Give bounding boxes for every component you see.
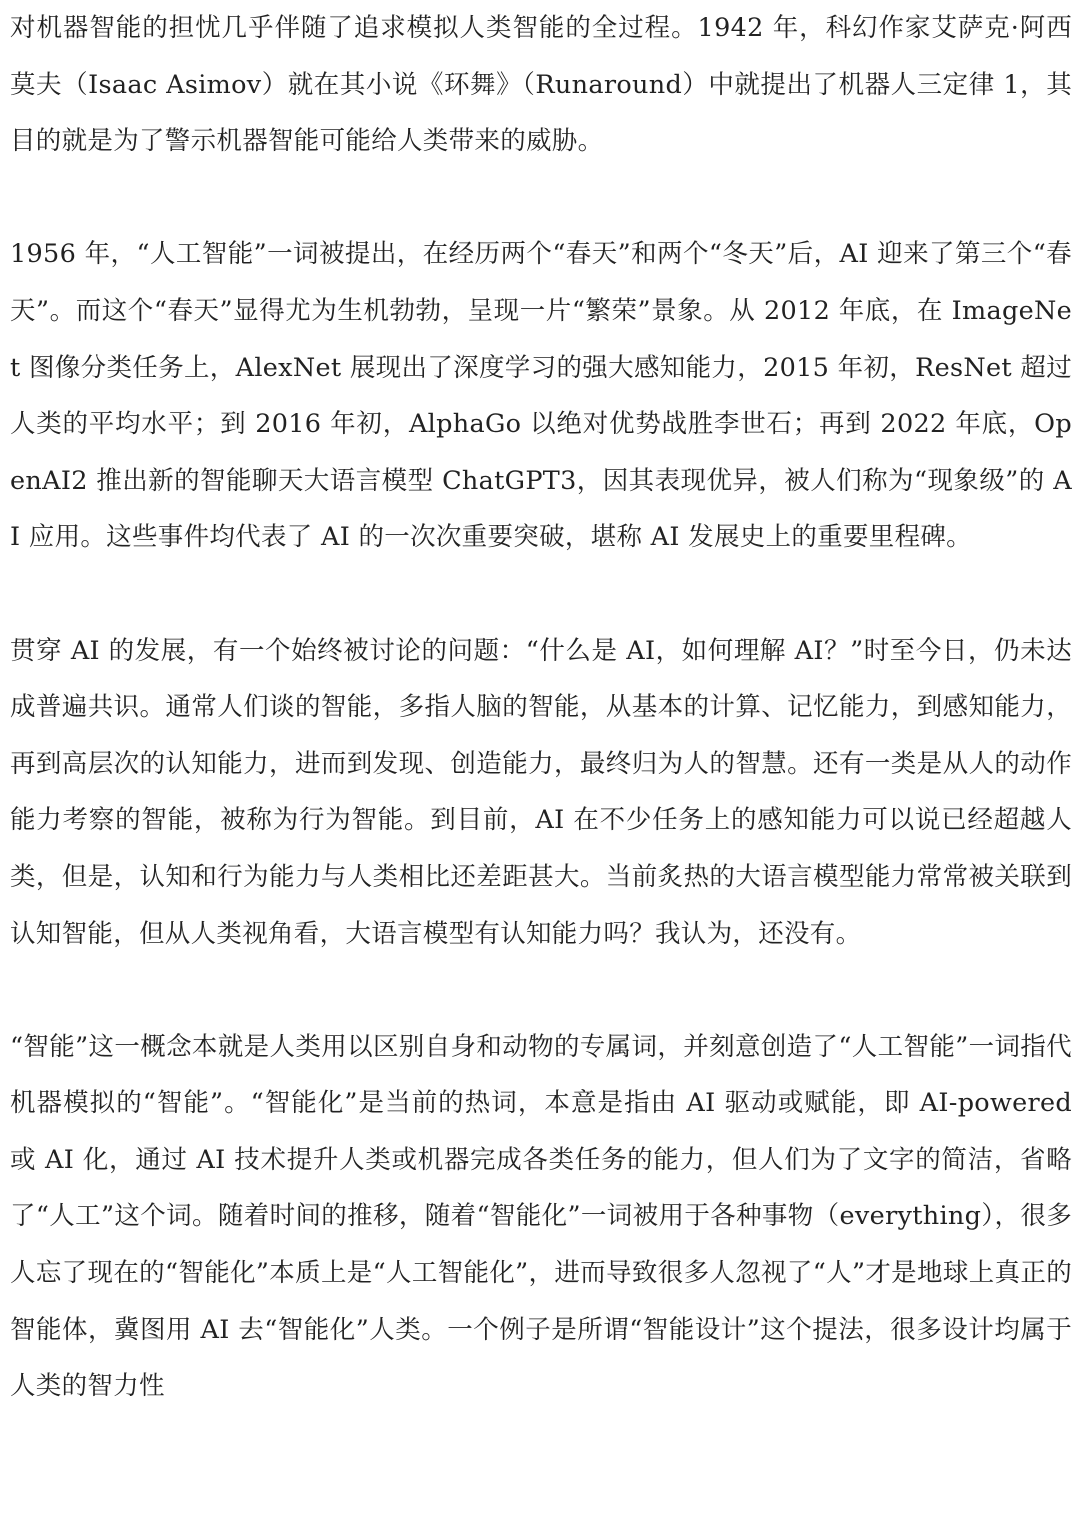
paragraph-what-is-ai: 贯穿 AI 的发展，有一个始终被讨论的问题：“什么是 AI，如何理解 AI？”时至今日，仍未达成普遍共识。通常人们谈的智能，多指人脑的智能，从基本的计算、记忆能力，到感知能力，再到高层次的认知能力，进而到发现、创造能力，最终归为人的智慧。还有一类是从人的动作能力考察的智能，被称为行为智能。到目前，AI 在不少任务上的感知能力可以说已经超越人类，但是，认知和行为能力与人类相比还差距甚大。当前炙热的大语言模型能力常常被关联到认知智能，但从人类视角看，大语言模型有认知能力吗？我认为，还没有。 <box>10 635 1072 949</box>
paragraph-intelligence-concept: “智能”这一概念本就是人类用以区别自身和动物的专属词，并刻意创造了“人工智能”一词指代机器模拟的“智能”。“智能化”是当前的热词，本意是指由 AI 驱动或赋能，即 AI-powered 或 AI 化，通过 AI 技术提升人类或机器完成各类任务的能力，但人们为了文字的简洁，省略了“人工”这个词。随着时间的推移，随着“智能化”一词被用于各种事物（everything），很多人忘了现在的“智能化”本质上是“人工智能化”，进而导致很多人忽视了“人”才是地球上真正的智能体，冀图用 AI 去“智能化”人类。一个例子是所谓“智能设计”这个提法，很多设计均属于人类的智力性 <box>10 1031 1072 1402</box>
paragraph-spacer <box>10 170 1072 227</box>
paragraph-ai-history: 1956 年，“人工智能”一词被提出，在经历两个“春天”和两个“冬天”后，AI 迎来了第三个“春天”。而这个“春天”显得尤为生机勃勃，呈现一片“繁荣”景象。从 2012 年底，在 ImageNet 图像分类任务上，AlexNet 展现出了深度学习的强大感知能力，2015 年初，ResNet 超过人类的平均水平；到 2016 年初，AlphaGo 以绝对优势战胜李世石；再到 2022 年底，OpenAI2 推出新的智能聊天大语言模型 ChatGPT3，因其表现优异，被人们称为“现象级”的 AI 应用。这些事件均代表了 AI 的一次次重要突破，堪称 AI 发展史上的重要里程碑。 <box>10 239 1072 553</box>
article-body <box>10 0 1072 1415</box>
paragraph-spacer <box>10 962 1072 1019</box>
paragraph-spacer <box>10 566 1072 623</box>
paragraph-machine-intelligence-concerns: 对机器智能的担忧几乎伴随了追求模拟人类智能的全过程。1942 年，科幻作家艾萨克·阿西莫夫（Isaac Asimov）就在其小说《环舞》（Runaround）中就提出了机器人三定律 1，其目的就是为了警示机器智能可能给人类带来的威胁。 <box>10 13 1072 157</box>
